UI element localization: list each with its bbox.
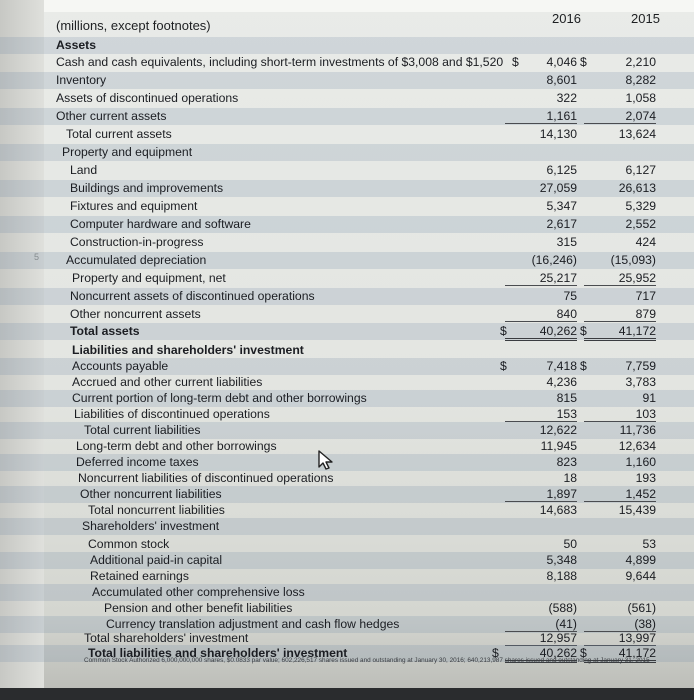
row-label: Land — [70, 163, 98, 177]
value-2016: 40,262 — [505, 646, 577, 663]
value-2016: 823 — [556, 455, 577, 469]
table-row — [0, 552, 694, 569]
value-2015: 41,172 — [584, 324, 656, 341]
value-2016: 6,125 — [546, 163, 577, 177]
row-label: Pension and other benefit liabilities — [104, 601, 293, 615]
value-2015: 2,210 — [625, 55, 656, 69]
value-2016: 12,622 — [539, 423, 577, 437]
value-2015: 13,997 — [584, 631, 656, 646]
row-label: Accumulated depreciation — [66, 253, 207, 267]
value-2015: 12,634 — [618, 439, 656, 453]
table-row — [0, 144, 694, 161]
table-row — [0, 72, 694, 89]
row-label: Fixtures and equipment — [70, 199, 198, 213]
table-row — [0, 374, 694, 391]
value-2015: 2,552 — [625, 217, 656, 231]
table-row — [0, 600, 694, 617]
row-label: Shareholders' investment — [82, 519, 220, 533]
table-row — [0, 518, 694, 535]
table-row — [0, 454, 694, 471]
photo-bottom-shadow — [0, 688, 694, 700]
table-row — [0, 126, 694, 143]
value-2015: 9,644 — [625, 569, 656, 583]
row-label: Other noncurrent assets — [70, 307, 201, 321]
value-2015: 4,899 — [625, 553, 656, 567]
row-label: Currency translation adjustment and cash flow hedges — [106, 617, 400, 631]
table-row — [0, 108, 694, 125]
value-2016: 840 — [505, 307, 577, 322]
row-label: Property and equipment, net — [72, 271, 226, 285]
dollar-sign: $ — [580, 359, 587, 373]
table-row — [0, 270, 694, 287]
value-2016: 5,348 — [546, 553, 577, 567]
row-label: Property and equipment — [62, 145, 193, 159]
row-label: Retained earnings — [90, 569, 189, 583]
dollar-sign: $ — [512, 55, 519, 69]
row-label: Deferred income taxes — [76, 455, 199, 469]
value-2015: 15,439 — [618, 503, 656, 517]
margin-mark: 5 — [34, 252, 40, 262]
value-2015: 193 — [635, 471, 656, 485]
row-label: Other current assets — [56, 109, 167, 123]
value-2016: 2,617 — [546, 217, 577, 231]
value-2015: 1,452 — [584, 487, 656, 502]
value-2016: (16,246) — [531, 253, 577, 267]
value-2016: 50 — [563, 537, 577, 551]
row-label: Computer hardware and software — [70, 217, 251, 231]
value-2015: 3,783 — [625, 375, 656, 389]
value-2016: 8,188 — [546, 569, 577, 583]
row-label: Noncurrent liabilities of discontinued operations — [78, 471, 334, 485]
table-row — [0, 216, 694, 233]
value-2016: 12,957 — [505, 631, 577, 646]
value-2016: 4,236 — [546, 375, 577, 389]
row-label: Buildings and improvements — [70, 181, 224, 195]
value-2016: 27,059 — [539, 181, 577, 195]
page-top-edge — [0, 0, 694, 12]
table-row — [0, 470, 694, 487]
value-2015: 13,624 — [618, 127, 656, 141]
dollar-sign: $ — [500, 359, 507, 373]
table-row — [0, 422, 694, 439]
value-2015: (561) — [627, 601, 656, 615]
row-label: Noncurrent assets of discontinued operations — [70, 289, 315, 303]
value-2015: 1,058 — [625, 91, 656, 105]
value-2016: 25,217 — [505, 271, 577, 286]
dollar-sign: $ — [500, 324, 507, 338]
row-label: Construction-in-progress — [70, 235, 204, 249]
value-2016: 14,683 — [539, 503, 577, 517]
year-2016-header: 2016 — [552, 11, 581, 26]
table-row — [0, 406, 694, 423]
value-2016: 8,601 — [546, 73, 577, 87]
value-2015: 424 — [635, 235, 656, 249]
row-label: Total noncurrent liabilities — [88, 503, 225, 517]
table-row — [0, 90, 694, 107]
table-row — [0, 323, 694, 340]
value-2016: 153 — [505, 407, 577, 422]
value-2016: (41) — [505, 617, 577, 632]
value-2016: 1,161 — [505, 109, 577, 124]
row-label: Long-term debt and other borrowings — [76, 439, 277, 453]
value-2015: 5,329 — [625, 199, 656, 213]
units-note: (millions, except footnotes) — [56, 18, 211, 33]
table-row — [0, 234, 694, 251]
table-row — [0, 358, 694, 375]
value-2016: 11,945 — [540, 439, 577, 453]
row-label: Total liabilities and shareholders' investment — [88, 646, 348, 660]
table-row — [0, 162, 694, 179]
value-2015: 7,759 — [625, 359, 656, 373]
table-row — [0, 584, 694, 601]
row-label: Other noncurrent liabilities — [80, 487, 222, 501]
value-2016: 322 — [556, 91, 577, 105]
table-row — [0, 198, 694, 215]
row-label: Total current liabilities — [84, 423, 201, 437]
table-row — [0, 180, 694, 197]
value-2016: 75 — [563, 289, 577, 303]
row-label: Current portion of long-term debt and other borrowings — [72, 391, 367, 405]
value-2016: 14,130 — [539, 127, 577, 141]
table-row — [0, 342, 694, 359]
year-2015-header: 2015 — [631, 11, 660, 26]
row-label: Inventory — [56, 73, 107, 87]
row-label: Cash and cash equivalents, including short-term investments of $3,008 and $1,520 — [56, 55, 504, 69]
row-label: Assets — [56, 38, 96, 52]
value-2015: 6,127 — [625, 163, 656, 177]
row-label: Total current assets — [66, 127, 172, 141]
table-row — [0, 288, 694, 305]
value-2016: 815 — [556, 391, 577, 405]
value-2015: 879 — [584, 307, 656, 322]
value-2015: 1,160 — [625, 455, 656, 469]
row-label: Liabilities of discontinued operations — [74, 407, 270, 421]
table-row — [0, 486, 694, 503]
value-2015: 11,736 — [619, 423, 656, 437]
row-label: Common stock — [88, 537, 170, 551]
table-row — [0, 438, 694, 455]
value-2015: 41,172 — [584, 646, 656, 663]
value-2016: 18 — [563, 471, 577, 485]
table-row — [0, 536, 694, 553]
table-row — [0, 252, 694, 269]
value-2015: 25,952 — [584, 271, 656, 286]
table-row — [0, 390, 694, 407]
row-label: Total assets — [70, 324, 140, 338]
value-2015: 2,074 — [584, 109, 656, 124]
table-row — [0, 568, 694, 585]
row-label: Assets of discontinued operations — [56, 91, 239, 105]
row-label: Accrued and other current liabilities — [72, 375, 263, 389]
value-2015: 8,282 — [625, 73, 656, 87]
dollar-sign: $ — [580, 324, 587, 338]
row-label: Liabilities and shareholders' investment — [72, 343, 304, 357]
footnote: Common Stock Authorized 6,000,000,000 shares, $0.0833 par value; 602,226,517 shares issued and outstanding at January 30, 2016; 640,213,987 shares issued and outstanding at January 31, 2015 — [84, 657, 650, 664]
row-label: Accumulated other comprehensive loss — [92, 585, 305, 599]
value-2015: 103 — [584, 407, 656, 422]
value-2016: 1,897 — [505, 487, 577, 502]
dollar-sign: $ — [580, 646, 587, 660]
value-2016: 5,347 — [546, 199, 577, 213]
dollar-sign: $ — [492, 646, 499, 660]
row-label: Total shareholders' investment — [84, 631, 249, 645]
value-2016: 4,046 — [546, 55, 577, 69]
table-row — [0, 54, 694, 71]
value-2015: 717 — [635, 289, 656, 303]
value-2016: 315 — [556, 235, 577, 249]
value-2016: (588) — [548, 601, 577, 615]
table-row — [0, 502, 694, 519]
row-label: Accounts payable — [72, 359, 169, 373]
row-label: Additional paid-in capital — [90, 553, 223, 567]
table-row — [0, 37, 694, 54]
value-2015: 53 — [642, 537, 656, 551]
table-row — [0, 306, 694, 323]
value-2016: 40,262 — [505, 324, 577, 341]
value-2015: (38) — [584, 617, 656, 632]
dollar-sign: $ — [580, 55, 587, 69]
value-2015: (15,093) — [610, 253, 656, 267]
value-2015: 91 — [642, 391, 656, 405]
value-2015: 26,613 — [618, 181, 656, 195]
value-2016: 7,418 — [546, 359, 577, 373]
mouse-cursor-icon — [317, 449, 335, 471]
